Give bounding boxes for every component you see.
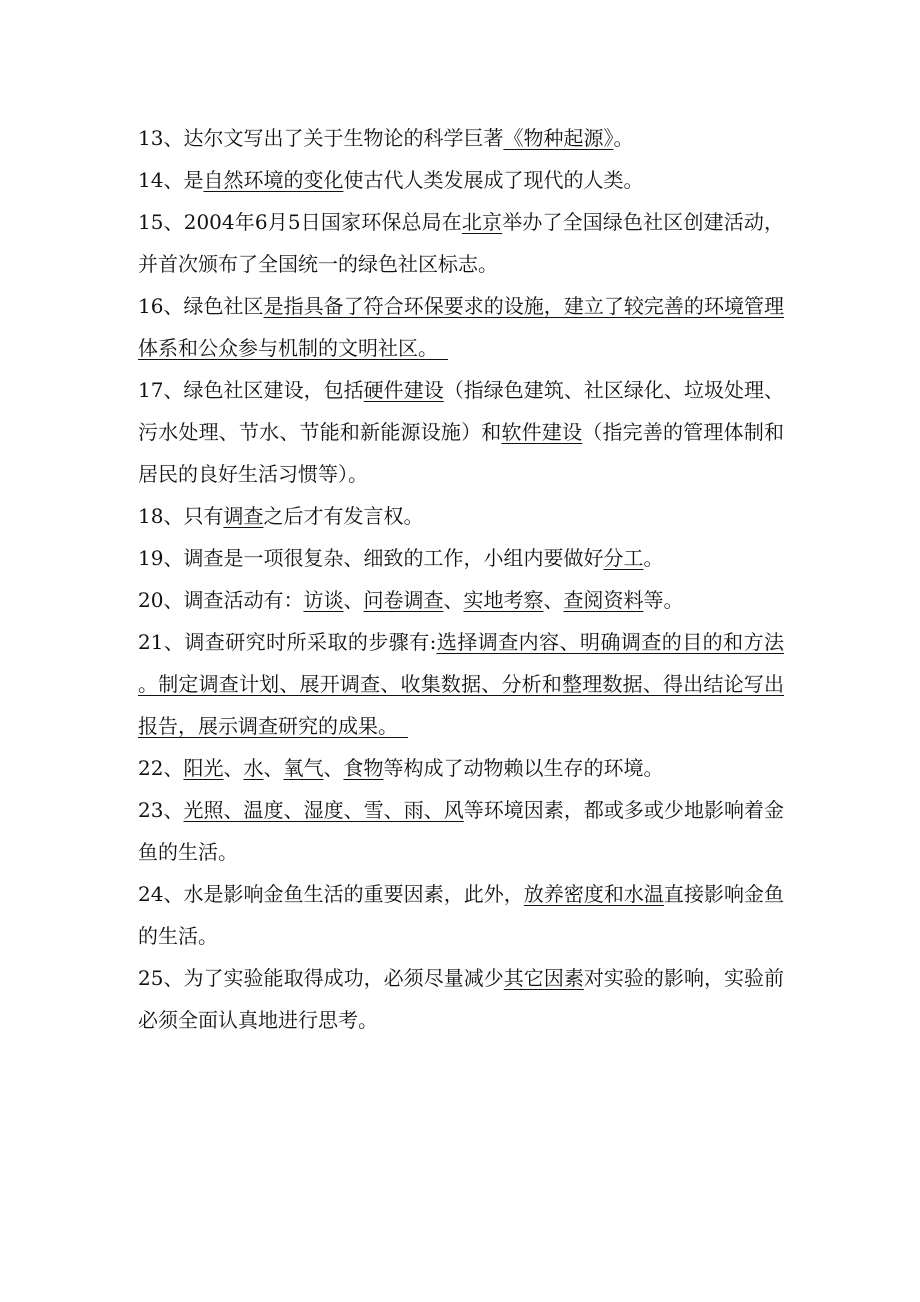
underlined-answer: 食物 <box>343 756 384 780</box>
list-item <box>138 285 784 369</box>
item-text: 19、调查是一项很复杂、细致的工作，小组内要做好 <box>138 546 604 570</box>
item-text: 21、调查研究时所采取的步骤有: <box>138 630 437 654</box>
item-text: 14、是 <box>138 168 204 192</box>
underlined-answer: 访谈 <box>303 588 344 612</box>
underlined-answer: 《物种起源》 <box>503 126 614 150</box>
list-item <box>138 789 784 873</box>
item-text: 。 <box>643 546 664 570</box>
list-item <box>138 369 784 495</box>
item-text: 22、 <box>138 756 184 780</box>
list-item <box>138 117 784 159</box>
item-text: 对实验的影响，实验前必须全面认真地进行思考。 <box>138 966 785 1032</box>
item-text: 。 <box>613 126 634 150</box>
list-item <box>138 159 784 201</box>
underlined-answer: 调查 <box>223 504 264 528</box>
list-item <box>138 579 784 621</box>
item-text: 、 <box>263 756 284 780</box>
item-text: 18、只有 <box>138 504 224 528</box>
underlined-answer <box>428 336 448 360</box>
underlined-answer: 问卷调查 <box>363 588 444 612</box>
item-text: 13、达尔文写出了关于生物论的科学巨著 <box>138 126 504 150</box>
underlined-answer: 查阅资料 <box>563 588 644 612</box>
underlined-answer: 分工 <box>603 546 644 570</box>
item-text: 16、绿色社区 <box>138 294 264 318</box>
item-text: 24、水是影响金鱼生活的重要因素，此外， <box>138 882 524 906</box>
underlined-answer <box>388 714 408 738</box>
item-text: 举办了全国绿色社区创建活动，并首次颁布了全国统一的绿色社区标志。 <box>138 210 785 276</box>
item-text: 25、为了实验能取得成功，必须尽量减少 <box>138 966 504 990</box>
underlined-answer: 选择调查内容、明确调查的目的和方法。制定调查计划、展开调查、收集数据、分析和整理数据、得出结论写出报告，展示调查研究的成果。 <box>138 630 785 738</box>
item-text: 23、 <box>138 798 184 822</box>
underlined-answer: 是指具备了符合环保要求的设施，建立了较完善的环境管理体系和公众参与机制的文明社区。 <box>138 294 785 360</box>
item-text: 、 <box>343 588 364 612</box>
item-text: （指绿色建筑、社区绿化、垃圾处理、污水处理、节水、节能和新能源设施）和 <box>138 378 785 444</box>
underlined-answer: 软件建设 <box>501 420 583 444</box>
item-text: 使古代人类发展成了现代的人类。 <box>343 168 644 192</box>
underlined-answer: 实地考察 <box>463 588 544 612</box>
list-item <box>138 201 784 285</box>
item-text: （指完善的管理体制和居民的良好生活习惯等）。 <box>138 420 785 486</box>
item-text: 、 <box>543 588 564 612</box>
list-item <box>138 873 784 957</box>
underlined-answer: 放养密度和水温 <box>523 882 664 906</box>
item-text: 等。 <box>643 588 684 612</box>
item-text: 、 <box>323 756 344 780</box>
item-text: 、 <box>223 756 244 780</box>
list-item <box>138 495 784 537</box>
item-text: 等构成了动物赖以生存的环境。 <box>383 756 664 780</box>
document-page <box>138 117 784 1041</box>
item-text: 20、调查活动有： <box>138 588 304 612</box>
underlined-answer: 水 <box>243 756 264 780</box>
list-item <box>138 957 784 1041</box>
list-item <box>138 621 784 747</box>
item-text: 直接影响金鱼的生活。 <box>138 882 785 948</box>
underlined-answer: 氧气 <box>283 756 324 780</box>
item-text: 等环境因素，都或多或少地影响着金鱼的生活。 <box>138 798 785 864</box>
underlined-answer: 自然环境的变化 <box>203 168 344 192</box>
item-text: 15、2004年6月5日国家环保总局在 <box>138 210 462 234</box>
list-item <box>138 537 784 579</box>
list-item <box>138 747 784 789</box>
underlined-answer: 硬件建设 <box>363 378 444 402</box>
underlined-answer: 北京 <box>461 210 503 234</box>
underlined-answer: 光照、温度、湿度、雪、雨、风 <box>183 798 464 822</box>
item-text: 、 <box>443 588 464 612</box>
underlined-answer: 阳光 <box>183 756 224 780</box>
item-text: 17、绿色社区建设，包括 <box>138 378 364 402</box>
item-text: 之后才有发言权。 <box>263 504 424 528</box>
underlined-answer: 其它因素 <box>503 966 584 990</box>
